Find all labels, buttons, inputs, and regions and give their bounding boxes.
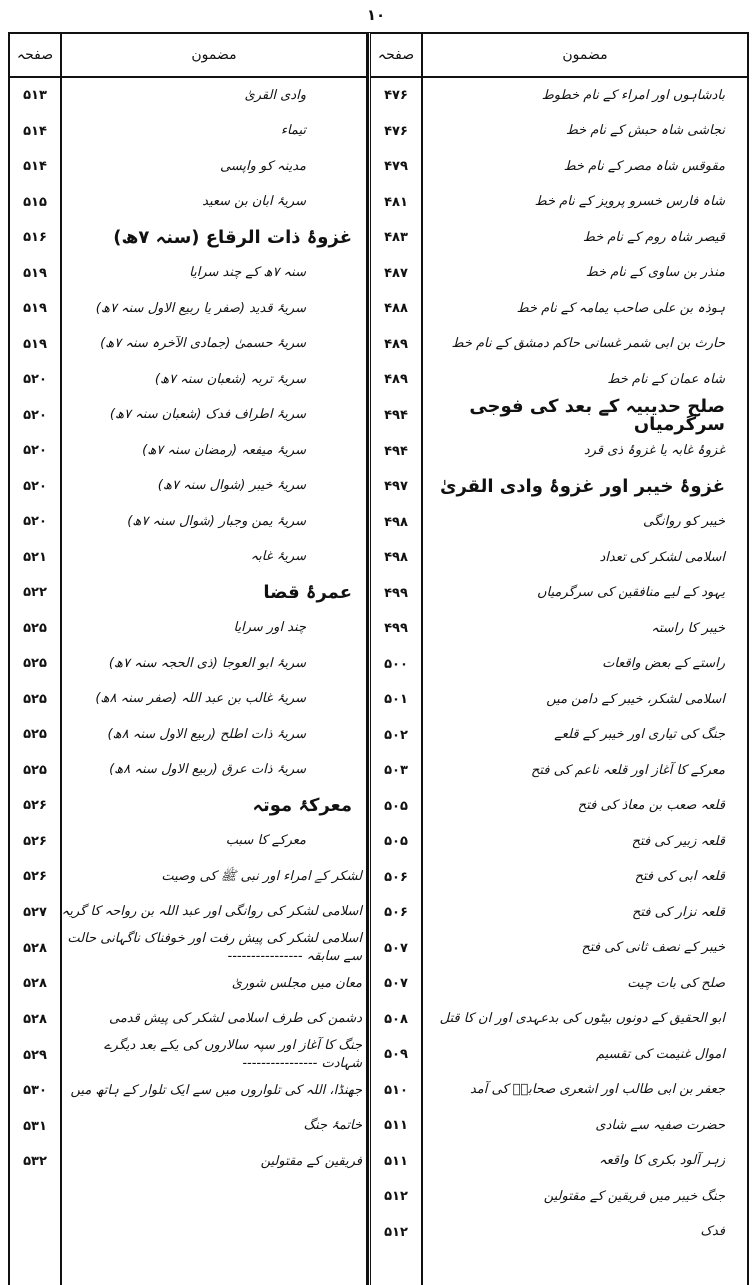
page-number-cell: ۵۲۵ [23,762,47,778]
topic-title-cell: سریۂ ابو العوجا (ذی الحجہ سنہ ۷ھ) [108,655,306,671]
page-number-cell: ۵۰۳ [384,763,408,779]
table-row [10,930,366,966]
title-column-header: مضمون [191,47,237,63]
table-row [10,1144,366,1180]
page-number-cell: ۴۹۸ [384,514,408,530]
topic-title-cell: قیصر شاہ روم کے نام خط [582,229,725,245]
topic-title-cell: خیبر کو روانگی [642,514,725,530]
page-number-cell: ۵۲۵ [23,620,47,636]
topic-title-cell: راستے کے بعض واقعات [602,656,725,672]
topic-title-cell: سریۂ قدید (صفر یا ربیع الاول سنہ ۷ھ) [95,300,306,316]
topic-title-cell: معرکے کا آغاز اور قلعہ ناعم کی فتح [530,762,725,778]
table-row [10,753,366,789]
table-row [371,1179,747,1215]
topic-title-cell: سریۂ غابہ [250,549,306,565]
page-column-header: صفحہ [371,34,423,76]
topic-title-cell: عمرۂ قضا [263,581,352,603]
topic-title-cell: سریۂ اطراف فدک (شعبان سنہ ۷ھ) [109,407,306,423]
topic-title-cell: سنہ ۷ھ کے چند سرایا [189,265,306,281]
table-row [10,114,366,150]
topic-title-cell: بادشاہوں اور امراء کے نام خطوط [541,87,725,103]
table-body [371,78,747,1285]
page-number-cell: ۵۰۷ [384,940,408,956]
table-row [371,185,747,221]
topic-title-cell: سریۂ ذات عرق (ربیع الاول سنہ ۸ھ) [109,762,306,778]
topic-title-cell: غزوۂ غابہ یا غزوۂ ذی قرد [583,443,725,459]
topic-title-cell: جھنڈا، اللہ کی تلواروں میں سے ایک تلوار کے ہاتھ میں [70,1082,362,1098]
table-row [10,1073,366,1109]
topic-title-cell: خیبر کا راستہ [651,620,725,636]
page-number-cell: ۵۲۲ [23,585,47,601]
page-number-cell: ۴۹۷ [384,479,408,495]
table-row [10,256,366,292]
topic-title-cell: حارث بن ابی شمر غسانی حاکم دمشق کے نام خط [451,336,725,352]
table-row [10,504,366,540]
page-number-cell: ۵۰۱ [384,692,408,708]
table-row [371,753,747,789]
table-row [371,1108,747,1144]
page-number-cell: ۵۳۰ [23,1083,47,1099]
topic-title-cell: جنگ کا آغاز اور سپہ سالاروں کی یکے بعد دیگرے شہادت ---------------- [103,1038,362,1071]
topic-title-cell: اسلامی لشکر، خیبر کے دامن میں [546,691,725,707]
topic-title-cell: ابو الحقیق کے دونوں بیٹوں کی بدعہدی اور ان کا قتل [439,1011,725,1027]
page-number-cell: ۴۸۱ [384,194,408,210]
table-row [371,824,747,860]
page-number-cell: ۴۹۹ [384,585,408,601]
page-number-cell: ۵۲۰ [23,372,47,388]
topic-title-cell: خاتمۂ جنگ [303,1118,362,1134]
section-heading-row [371,395,747,435]
topic-title-cell: ہوذہ بن علی صاحب یمامہ کے نام خط [516,300,725,316]
page-number-cell: ۵۲۵ [23,691,47,707]
table-row [10,824,366,860]
page-number-cell: ۴۸۷ [384,265,408,281]
table-row [10,1002,366,1038]
topic-title-cell: اموال غنیمت کی تقسیم [595,1046,725,1062]
page-number-cell: ۵۲۸ [23,940,47,956]
table-row [371,931,747,967]
table-row [10,895,366,931]
table-row [371,789,747,825]
page-number-cell: ۵۰۶ [384,869,408,885]
topic-title-cell: سریۂ تربہ (شعبان سنہ ۷ھ) [154,371,306,387]
table-row [371,1144,747,1180]
topic-title-cell: منذر بن ساوی کے نام خط [585,265,725,281]
topic-title-cell: قلعہ زبیر کی فتح [631,833,725,849]
topic-title-cell: زہر آلود بکری کا واقعہ [599,1153,725,1169]
page-number-cell: ۵۰۵ [384,798,408,814]
table-row [371,1073,747,1109]
topic-title-cell: جنگ خیبر میں فریقین کے مقتولین [543,1188,725,1204]
page-number-cell: ۵۲۷ [23,904,47,920]
table-row [371,114,747,150]
topic-title-cell: جعفر بن ابی طالب اور اشعری صحابہؓ کی آمد [469,1082,725,1098]
page-number-cell: ۵۰۵ [384,834,408,850]
table-row [10,185,366,221]
table-row [10,149,366,185]
topic-title-cell: سریۂ ابان بن سعید [202,194,306,210]
topic-title-cell: سریۂ خیبر (شوال سنہ ۷ھ) [157,478,306,494]
page-number-cell: ۵۳۲ [23,1154,47,1170]
topic-title-cell: سریۂ یمن وجبار (شوال سنہ ۷ھ) [127,513,306,529]
topic-title-cell: معرکۂ موتہ [252,794,352,816]
table-row [10,1037,366,1073]
page-number-cell: ۵۲۸ [23,976,47,992]
table-row [10,398,366,434]
table-row [371,895,747,931]
page-number-cell: ۵۰۷ [384,976,408,992]
table-row [10,433,366,469]
table-row [371,327,747,363]
page-number-cell: ۵۲۰ [23,407,47,423]
page-number-cell: ۵۱۲ [384,1224,408,1240]
topic-title-cell: اسلامی لشکر کی پیش رفت اور خوفناک ناگہانی حالت سے سابقہ ---------------- [67,931,362,964]
page-number-cell: ۵۱۴ [23,123,47,139]
table-row [371,149,747,185]
table-body [10,78,366,1285]
topic-title-cell: دشمن کی طرف اسلامی لشکر کی پیش قدمی [109,1011,362,1027]
topic-title-cell: یہود کے لیے منافقین کی سرگرمیاں [536,585,725,601]
page-number: ۱۰ [366,6,386,24]
table-row [371,256,747,292]
topic-title-cell: سریۂ ذات اطلح (ربیع الاول سنہ ۸ھ) [107,726,306,742]
page-number-cell: ۵۱۱ [384,1118,408,1134]
topic-title-cell: قلعہ صعب بن معاذ کی فتح [577,798,725,814]
table-row [371,966,747,1002]
table-row [371,1215,747,1251]
table-row [371,718,747,754]
page-number-cell: ۴۹۴ [384,443,408,459]
table-row [371,362,747,398]
page-number-cell: ۴۹۴ [384,408,408,423]
page-number-cell: ۵۱۴ [23,159,47,175]
page-number-cell: ۴۷۹ [384,159,408,175]
table-row [371,576,747,612]
page-number-cell: ۵۲۱ [23,549,47,565]
topic-title-cell: صلح کی بات چیت [627,975,725,991]
page-number-cell: ۵۱۹ [23,301,47,317]
table-header [10,34,366,78]
table-row [371,860,747,896]
table-row [371,611,747,647]
table-row [371,505,747,541]
topic-title-cell: مقوقس شاہ مصر کے نام خط [563,158,725,174]
page-number-cell: ۵۰۹ [384,1047,408,1063]
topic-title-cell: حضرت صفیہ سے شادی [595,1117,725,1133]
page-number-cell: ۵۰۶ [384,905,408,921]
page-number-cell: ۵۲۸ [23,1011,47,1027]
table-row [371,220,747,256]
page-number-cell: ۴۹۹ [384,621,408,637]
topic-title-cell: سریۂ غالب بن عبد اللہ (صفر سنہ ۸ھ) [95,691,306,707]
section-heading-row [10,220,366,256]
page-number-cell: ۵۲۵ [23,656,47,672]
topic-title-cell: سریۂ میفعہ (رمضان سنہ ۷ھ) [142,442,306,458]
page-number-cell: ۴۹۸ [384,550,408,566]
topic-title-cell: غزوۂ ذات الرقاع (سنہ ۷ھ) [113,226,352,248]
table-row [371,1002,747,1038]
topic-title-cell: نجاشی شاہ حبش کے نام خط [565,123,725,139]
topic-title-cell: لشکر کے امراء اور نبی ﷺ کی وصیت [161,868,362,884]
page-number-cell: ۴۸۹ [384,336,408,352]
title-column-header: مضمون [562,47,608,63]
page-number-cell: ۴۷۶ [384,123,408,139]
page-number-cell: ۵۲۶ [23,833,47,849]
table-row [371,291,747,327]
table-row [371,682,747,718]
topic-title-cell: شاہ فارس خسرو پرویز کے نام خط [534,194,725,210]
page-number-cell: ۵۱۶ [23,230,47,246]
page-number-cell: ۵۲۰ [23,443,47,459]
topic-title-cell: قلعہ ابی کی فتح [634,869,725,885]
table-row [10,859,366,895]
table-row [10,469,366,505]
topic-title-cell: معرکے کا سبب [225,833,306,849]
topic-title-cell: خیبر کے نصف ثانی کی فتح [581,940,725,956]
table-header [371,34,747,78]
topic-title-cell: جنگ کی تیاری اور خیبر کے قلعے [554,727,725,743]
topic-title-cell: سریۂ حسمیٰ (جمادی الآخرہ سنہ ۷ھ) [100,336,306,352]
table-row [10,291,366,327]
table-row [371,78,747,114]
topic-title-cell: صلح حدیبیہ کے بعد کی فوجی سرگرمیاں [469,395,725,435]
topic-title-cell: شاہ عمان کے نام خط [607,371,725,387]
page-number-cell: ۵۱۹ [23,265,47,281]
table-row [10,717,366,753]
page-number-cell: ۵۰۸ [384,1011,408,1027]
page-column-header: صفحہ [10,34,62,76]
contents-table-left [8,32,368,1285]
page-number-cell: ۵۲۰ [23,514,47,530]
page-number-cell: ۵۳۱ [23,1118,47,1134]
table-row [10,611,366,647]
topic-title-cell: فدک [700,1224,725,1240]
section-heading-row [10,575,366,611]
page-number-cell: ۴۸۳ [384,230,408,246]
topic-title-cell: قلعہ نزار کی فتح [631,904,725,920]
page-number-cell: ۵۱۱ [384,1153,408,1169]
page-number-cell: ۵۲۶ [23,798,47,814]
table-row [371,540,747,576]
topic-title-cell: تیماء [280,123,306,139]
table-row [371,647,747,683]
page-number-cell: ۵۲۰ [23,478,47,494]
page-number-cell: ۵۲۶ [23,869,47,885]
page-number-cell: ۵۲۹ [23,1047,47,1063]
page-number-cell: ۴۸۹ [384,372,408,388]
table-row [10,78,366,114]
page-number-cell: ۴۷۶ [384,88,408,104]
topic-title-cell: وادی القریٰ [244,87,306,103]
table-row [10,646,366,682]
page-number-cell: ۵۱۰ [384,1082,408,1098]
topic-title-cell: فریقین کے مقتولین [260,1153,362,1169]
topic-title-cell: معان میں مجلس شوریٰ [231,975,362,991]
table-row [371,1037,747,1073]
table-row [10,682,366,718]
page-number-cell: ۵۰۲ [384,727,408,743]
table-row [371,434,747,470]
page-number-cell: ۵۱۹ [23,336,47,352]
table-row [10,1109,366,1145]
topic-title-cell: اسلامی لشکر کی روانگی اور عبد اللہ بن رواحہ کا گریہ [61,904,362,920]
page-number-cell: ۵۲۵ [23,727,47,743]
page-number-cell: ۵۱۳ [23,88,47,104]
topic-title-cell: چند اور سرایا [233,620,306,636]
table-row [10,327,366,363]
page-number-cell: ۴۸۸ [384,301,408,317]
section-heading-row [371,469,747,505]
page-number-cell: ۵۱۵ [23,194,47,210]
topic-title-cell: اسلامی لشکر کی تعداد [599,549,725,565]
page-number-cell: ۵۰۰ [384,656,408,672]
table-row [10,362,366,398]
table-row [10,966,366,1002]
section-heading-row [10,788,366,824]
table-row [10,540,366,576]
topic-title-cell: مدینہ کو واپسی [219,158,306,174]
topic-title-cell: غزوۂ خیبر اور غزوۂ وادی القریٰ [439,475,725,497]
contents-table-right [368,32,749,1285]
page-number-cell: ۵۱۲ [384,1189,408,1205]
